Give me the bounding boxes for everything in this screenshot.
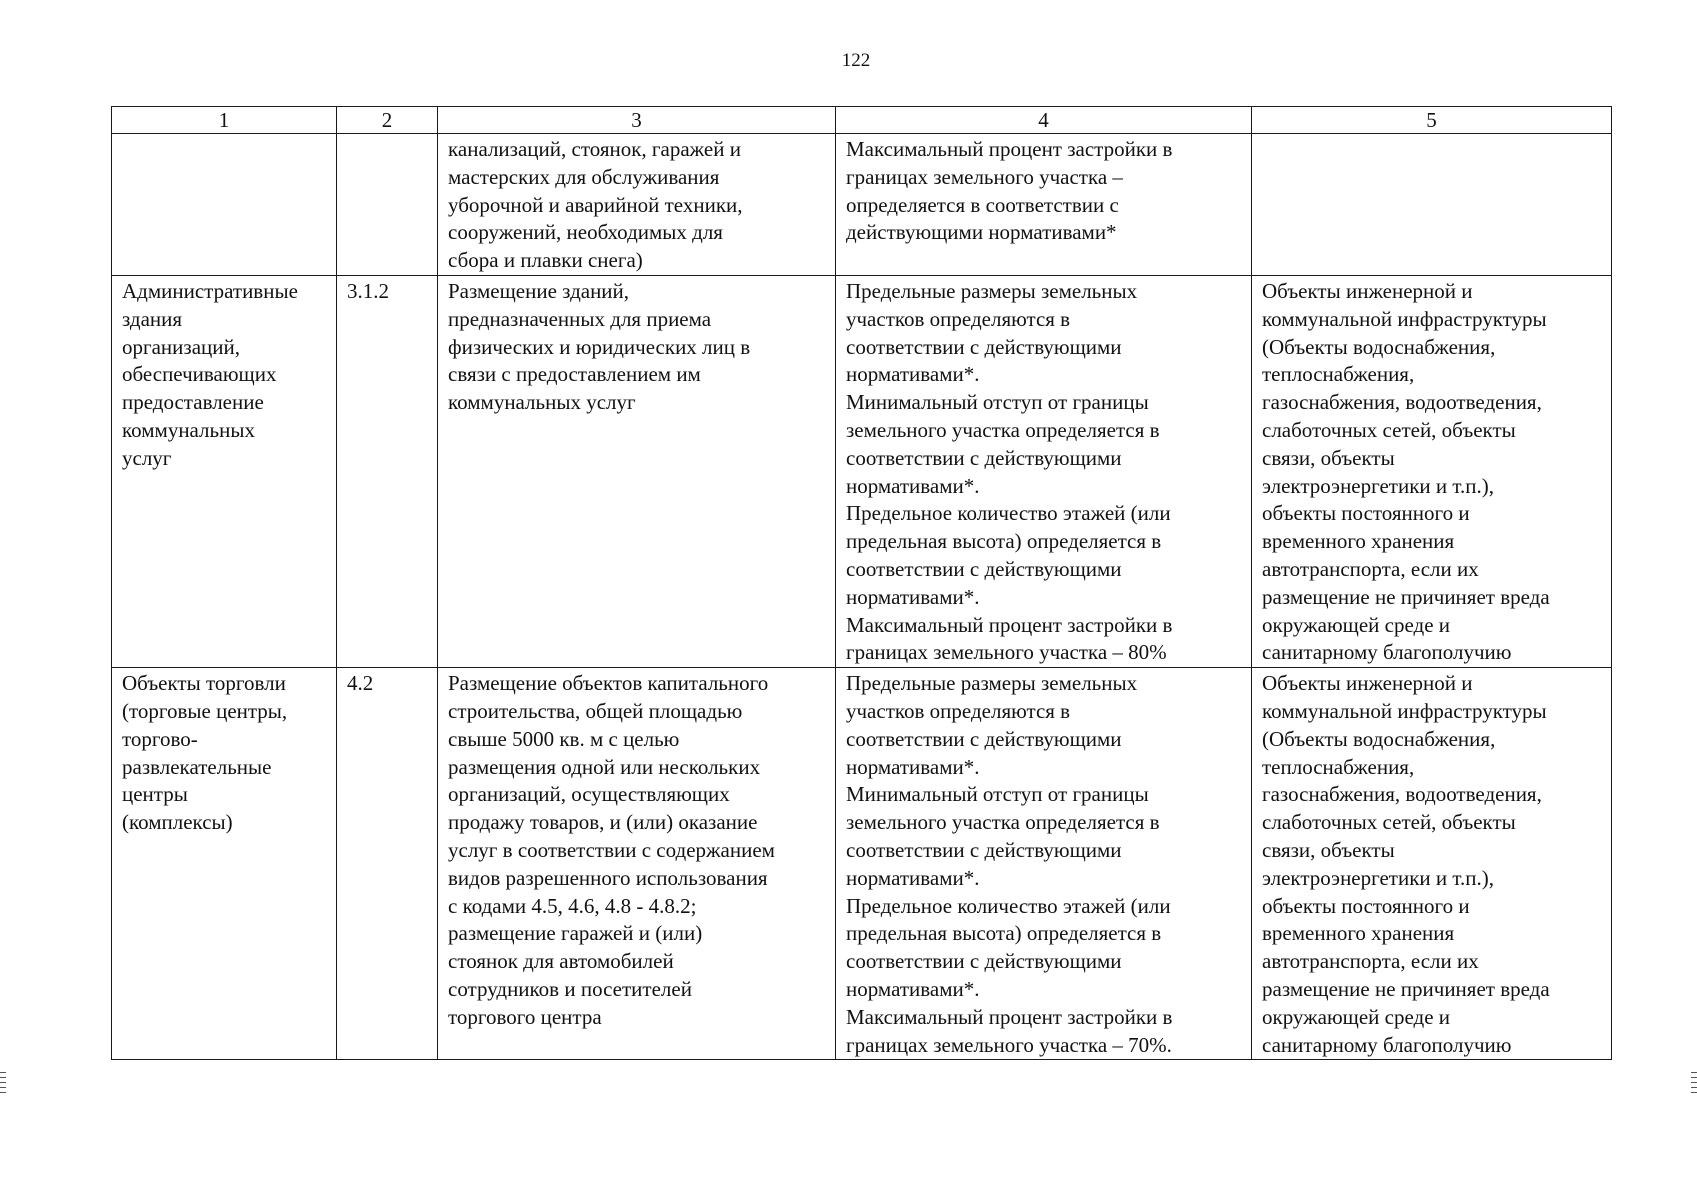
cell-text: Объекты торговли (торговые центры, торгово- развлекательные центры (комплексы) — [122, 671, 288, 835]
cell-use-name — [112, 668, 337, 1060]
cell-use-code — [337, 668, 438, 1060]
header-col-4: 4 — [836, 107, 1252, 134]
cell-use-description — [438, 275, 836, 667]
page-number: 122 — [841, 50, 871, 71]
cell-text: Предельные размеры земельных участков определяются в соответствии с действующими нормативами*. Минимальный отступ от границы земельного участка определяется в соответствии с действующими нормативами*. Предельное количество этажей (или предельная высота) определяется в соответствии с действующими нормативами*. Максимальный процент застройки в границах земельного участка – 80% — [846, 278, 1173, 665]
cell-use-code — [337, 275, 438, 667]
cell-text: 3.1.2 — [347, 278, 389, 303]
table-row — [112, 275, 1612, 667]
cell-auxiliary-uses — [1252, 668, 1612, 1060]
cell-text: Административные здания организаций, обеспечивающих предоставление коммунальных услуг — [122, 278, 298, 470]
scan-margin-mark — [1691, 1072, 1697, 1094]
cell-use-name — [112, 134, 337, 276]
cell-parameters — [836, 275, 1252, 667]
cell-use-description — [438, 668, 836, 1060]
header-col-1: 1 — [112, 107, 337, 134]
cell-use-code — [337, 134, 438, 276]
scan-margin-mark — [0, 1072, 6, 1094]
regulations-table — [111, 106, 1612, 1060]
cell-text: Объекты инженерной и коммунальной инфраструктуры (Объекты водоснабжения, теплоснабжения, газоснабжения, водоотведения, слаботочных сетей, объекты связи, объекты электроэнергетики и т.п.), объекты постоянного и временного хранения автотранспорта, если их размещение не причиняет вреда окружающей среде и санитарному благополучию — [1262, 278, 1550, 665]
table-header-row — [112, 107, 1612, 134]
cell-text: Размещение зданий, предназначенных для приема физических и юридических лиц в связи с предоставлением им коммунальных услуг — [448, 278, 751, 415]
cell-text: 4.2 — [347, 671, 374, 696]
cell-auxiliary-uses — [1252, 275, 1612, 667]
cell-text: Размещение объектов капитального строительства, общей площадью свыше 5000 кв. м с целью размещения одной или нескольких организаций, осуществляющих продажу товаров, и (или) оказание услуг в соответствии с содержанием видов разрешенного использования с кодами 4.5, 4.6, 4.8 - 4.8.2; размещение гаражей и (или) стоянок для автомобилей сотрудников и посетителей торгового центра — [448, 671, 775, 1029]
cell-text: Максимальный процент застройки в границах земельного участка – определяется в соответствии с действующими нормативами* — [846, 137, 1173, 245]
table-row — [112, 134, 1612, 276]
cell-auxiliary-uses — [1252, 134, 1612, 276]
header-col-5: 5 — [1252, 107, 1612, 134]
cell-parameters — [836, 134, 1252, 276]
table-row — [112, 668, 1612, 1060]
header-col-3: 3 — [438, 107, 836, 134]
header-col-2: 2 — [337, 107, 438, 134]
cell-use-name — [112, 275, 337, 667]
cell-text: Предельные размеры земельных участков определяются в соответствии с действующими нормативами*. Минимальный отступ от границы земельного участка определяется в соответствии с действующими нормативами*. Предельное количество этажей (или предельная высота) определяется в соответствии с действующими нормативами*. Максимальный процент застройки в границах земельного участка – 70%. — [846, 671, 1173, 1057]
cell-parameters — [836, 668, 1252, 1060]
cell-text: Объекты инженерной и коммунальной инфраструктуры (Объекты водоснабжения, теплоснабжения, газоснабжения, водоотведения, слаботочных сетей, объекты связи, объекты электроэнергетики и т.п.), объекты постоянного и временного хранения автотранспорта, если их размещение не причиняет вреда окружающей среде и санитарному благополучию — [1262, 671, 1550, 1057]
cell-use-description — [438, 134, 836, 276]
cell-text: канализаций, стоянок, гаражей и мастерских для обслуживания уборочной и аварийной техники, сооружений, необходимых для сбора и плавки снега) — [448, 137, 743, 273]
